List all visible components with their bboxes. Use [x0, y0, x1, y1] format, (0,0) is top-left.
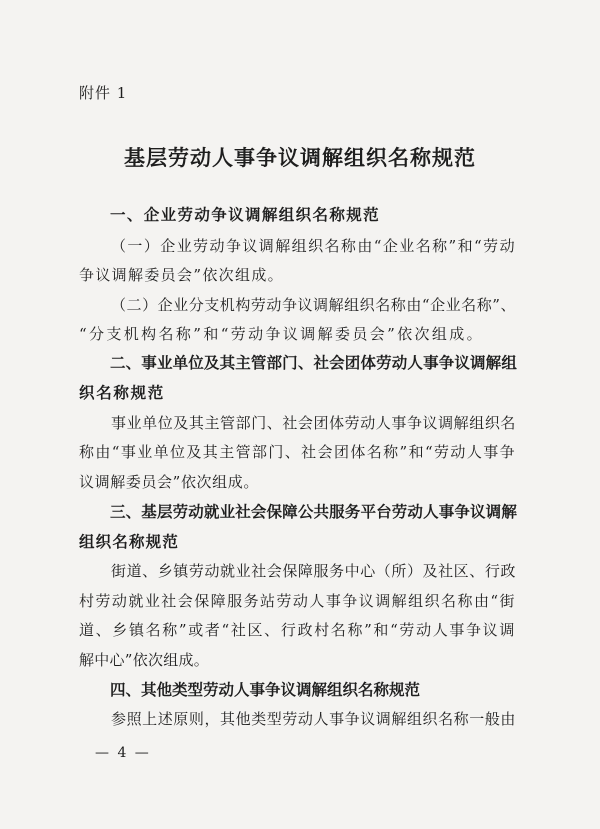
section-1-item-2-line-1: （二）企业分支机构劳动争议调解组织名称由“企业名称”、	[111, 296, 516, 314]
section-3-para-line-1: 街道、乡镇劳动就业社会保障服务中心（所）及社区、行政	[111, 562, 516, 580]
section-1-item-1-line-2: 争议调解委员会”依次组成。	[79, 266, 284, 284]
section-3-para-line-3: 道、乡镇名称”或者“社区、行政村名称”和“劳动人事争议调	[79, 621, 516, 639]
document-title: 基层劳动人事争议调解组织名称规范	[124, 145, 476, 170]
section-2-heading-line-1: 二、事业单位及其主管部门、社会团体劳动人事争议调解组	[110, 353, 517, 372]
section-3-para-line-2: 村劳动就业社会保障服务站劳动人事争议调解组织名称由“街	[79, 592, 516, 610]
section-2-para-line-1: 事业单位及其主管部门、社会团体劳动人事争议调解组织名	[111, 414, 516, 432]
page-number: — 4 —	[95, 745, 151, 761]
section-4-para-line-1: 参照上述原则，其他类型劳动人事争议调解组织名称一般由	[111, 710, 516, 728]
section-2-para-line-3: 议调解委员会”依次组成。	[79, 473, 259, 491]
section-3-heading-line-1: 三、基层劳动就业社会保障公共服务平台劳动人事争议调解	[110, 502, 517, 521]
section-4-heading: 四、其他类型劳动人事争议调解组织名称规范	[110, 680, 421, 699]
section-2-para-line-2: 称由“事业单位及其主管部门、社会团体名称”和“劳动人事争	[79, 443, 516, 461]
section-1-item-2-line-2: “分支机构名称”和“劳动争议调解委员会”依次组成。	[79, 325, 484, 343]
section-1-heading: 一、企业劳动争议调解组织名称规范	[110, 205, 380, 224]
section-3-heading-line-2: 组织名称规范	[79, 532, 179, 551]
section-3-para-line-4: 解中心”依次组成。	[79, 651, 209, 669]
attachment-label: 附件 1	[79, 84, 128, 102]
section-2-heading-line-2: 织名称规范	[79, 383, 165, 402]
section-1-item-1-line-1: （一）企业劳动争议调解组织名称由“企业名称”和“劳动	[111, 237, 516, 255]
